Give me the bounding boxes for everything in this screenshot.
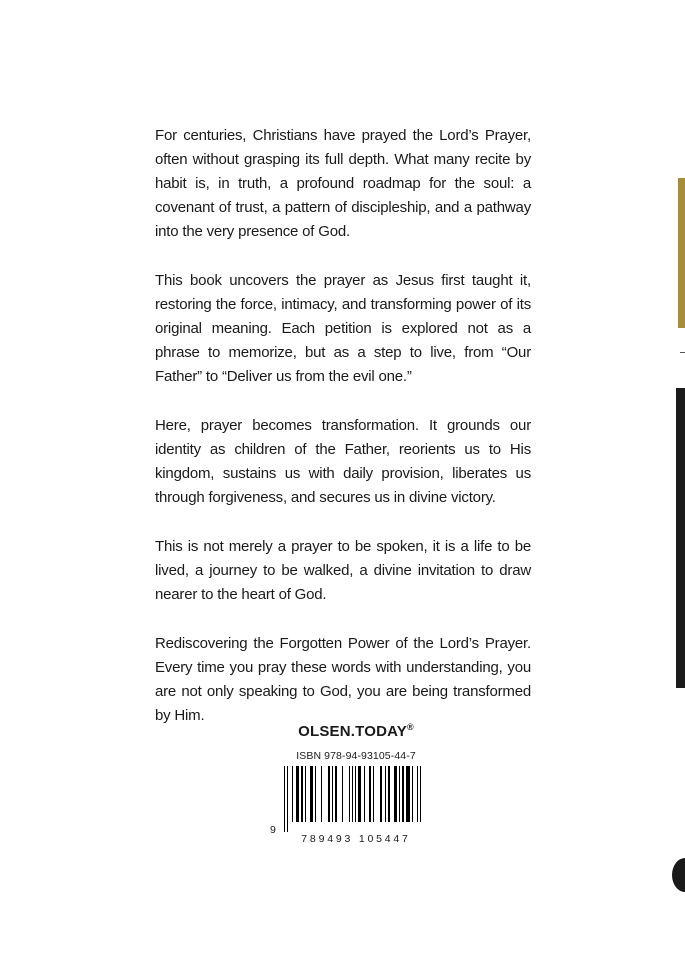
barcode-bar	[399, 766, 400, 822]
barcode-bar	[305, 766, 306, 822]
barcode-bar	[328, 766, 330, 822]
barcode-bar	[386, 766, 387, 767]
barcode-bar	[356, 766, 357, 767]
barcode-bar	[322, 766, 325, 767]
publisher-logo	[276, 722, 436, 740]
barcode-bar	[397, 766, 398, 767]
back-cover-text	[155, 124, 531, 728]
barcode-bar	[400, 766, 401, 767]
barcode-bar	[333, 766, 334, 767]
barcode-bar	[315, 766, 316, 822]
spine-title-accent	[678, 178, 685, 328]
barcode-bar	[420, 766, 421, 822]
barcode-bar	[292, 766, 293, 822]
barcode-bar	[335, 766, 337, 822]
barcode-bar	[382, 766, 383, 767]
barcode-bar	[301, 766, 303, 822]
barcode-bar	[388, 766, 390, 822]
paragraph-2: This book uncovers the prayer as Jesus first taught it, restoring the force, intimacy, and transforming power of its original meaning. Each petition is explored not as a phrase to memorize, but as a step to live, from “Our Father” to “Deliver us from the evil one.”	[155, 272, 531, 385]
barcode-bar	[313, 766, 314, 767]
barcode-bar	[371, 766, 372, 767]
barcode-bar	[394, 766, 397, 822]
barcode-bar	[303, 766, 304, 767]
paragraph-3: Here, prayer becomes transformation. It grounds our identity as children of the Father, reorients us to His kingdom, sustains us with daily provision, liberates us through forgiveness, and secures us in divine victory.	[155, 417, 531, 506]
barcode-bar	[332, 766, 333, 822]
barcode-bar	[353, 766, 354, 767]
barcode-bar	[285, 766, 286, 767]
barcode-bar	[369, 766, 371, 822]
barcode-bar	[299, 766, 300, 767]
paragraph-1: For centuries, Christians have prayed the Lord’s Prayer, often without grasping its full depth. What many recite by habit is, in truth, a profound roadmap for the soul: a covenant of trust, a pattern of discipleship, and a pathway into the very presence of God.	[155, 127, 531, 240]
barcode-bar	[330, 766, 331, 767]
barcode-bar	[343, 766, 346, 767]
publisher-name: OLSEN.TODAY	[298, 723, 408, 740]
barcode-bar	[417, 766, 418, 822]
barcode-bar	[361, 766, 362, 767]
paragraph-5: Rediscovering the Forgotten Power of the Lord’s Prayer. Every time you pray these words with understanding, you are not only speaking to God, you are being transformed by Him.	[155, 635, 531, 724]
barcode-bar	[342, 766, 343, 822]
barcode-bar	[337, 766, 339, 767]
barcode-bar	[296, 766, 299, 822]
barcode-bar	[364, 766, 365, 822]
barcode-bar	[293, 766, 294, 767]
barcode-bar	[402, 766, 404, 822]
paragraph-4: This is not merely a prayer to be spoken, it is a life to be lived, a journey to be walked, a divine invitation to draw nearer to the heart of God.	[155, 538, 531, 603]
barcode-bar	[373, 766, 374, 822]
spine-divider	[680, 352, 685, 353]
isbn-label: ISBN 978-94-93105-44-7	[296, 750, 416, 762]
barcode-bar	[288, 766, 290, 767]
barcode-bar	[412, 766, 413, 822]
barcode-bar	[358, 766, 361, 822]
barcode-bar	[349, 766, 350, 822]
barcode-bar	[410, 766, 411, 767]
barcode-bar	[350, 766, 351, 767]
spine-logo-icon	[672, 858, 685, 892]
barcode-bar	[355, 766, 356, 822]
barcode-bar	[352, 766, 353, 822]
barcode-bar	[380, 766, 382, 822]
barcode-digits: 789493 105447	[301, 833, 411, 845]
barcode-bar	[406, 766, 409, 822]
barcode-bar	[404, 766, 405, 767]
barcode-bar	[385, 766, 386, 822]
barcode-bar	[365, 766, 367, 767]
barcode-bar	[390, 766, 392, 767]
barcode-bars	[284, 766, 424, 828]
barcode-bar	[413, 766, 415, 767]
barcode-bar	[284, 766, 285, 832]
spine-subtitle	[676, 388, 685, 688]
barcode-bar	[316, 766, 318, 767]
barcode-bar	[374, 766, 377, 767]
registered-mark: ®	[407, 722, 414, 732]
barcode-first-digit: 9	[270, 824, 276, 836]
isbn-barcode	[270, 766, 426, 845]
barcode-bar	[287, 766, 288, 832]
barcode-bar	[310, 766, 313, 822]
barcode-bar	[321, 766, 322, 822]
barcode-bar	[306, 766, 308, 767]
barcode-bar	[418, 766, 419, 767]
